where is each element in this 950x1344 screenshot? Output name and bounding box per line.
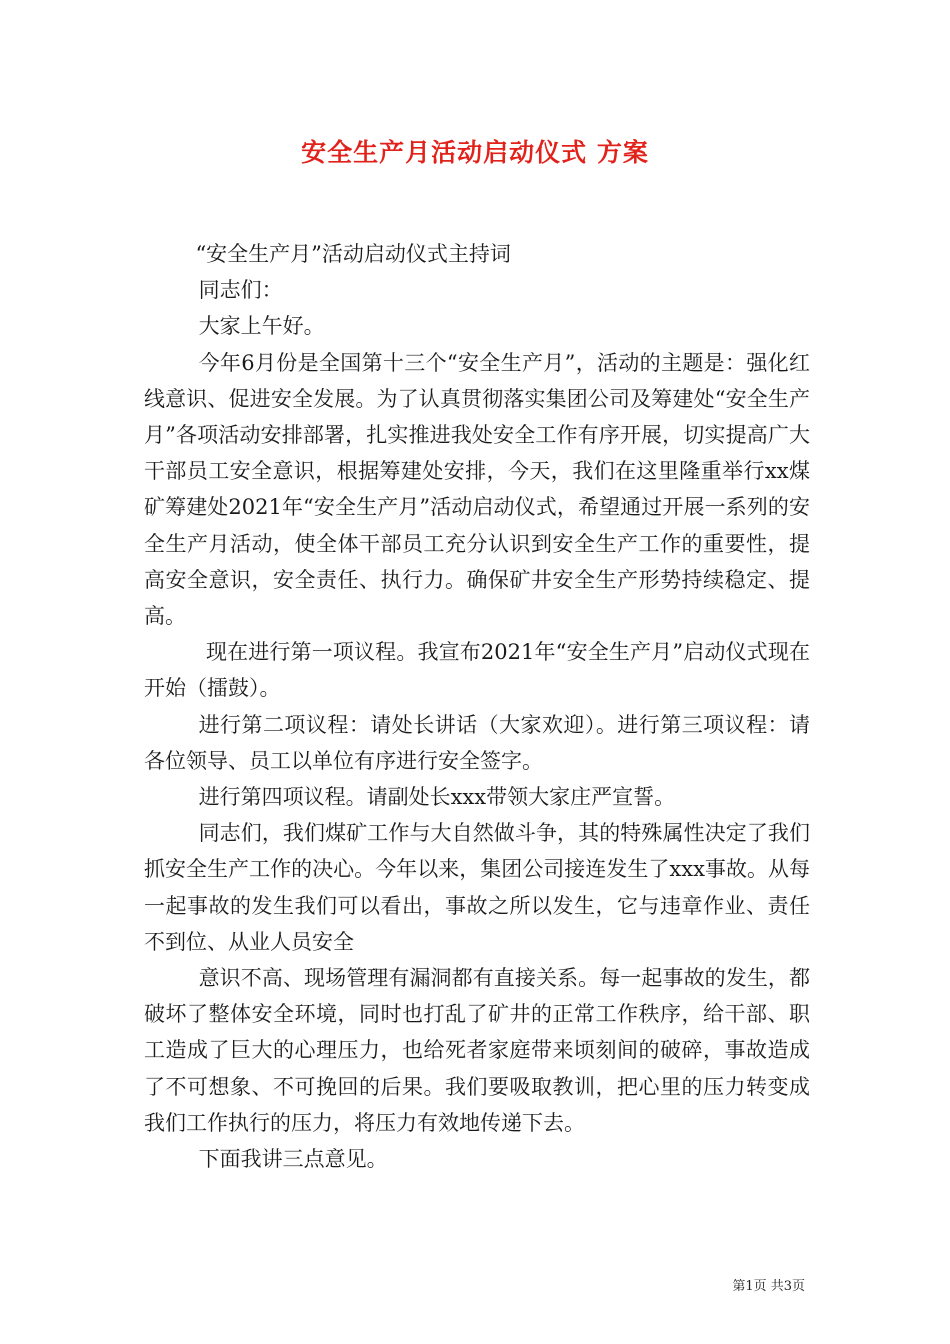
paragraph-three-points: 下面我讲三点意见。 [198,1147,388,1172]
paragraph-agenda-1: 现在进行第一项议程。我宣布2021年“安全生产月”启动仪式现在开始（擂鼓）。 [144,640,810,701]
paragraph-heading: “安全生产月”活动启动仪式主持词 [195,242,511,266]
document-body [144,236,810,1177]
paragraph-agenda-4: 进行第四项议程。请副处长xxx带领大家庄严宣誓。 [198,785,676,810]
document-title: 安全生产月活动启动仪式 方案 [301,138,649,167]
paragraph-intro: 今年6月份是全国第十三个“安全生产月”，活动的主题是：强化红线意识、促进安全发展。为了认真贯彻落实集团公司及筹建处“安全生产月”各项活动安排部署，扎实推进我处安全工作有序开展，切实提高广大干部员工安全意识，根据筹建处安排，今天，我们在这里隆重举行xx煤矿筹建处2021年“安全生产月”活动启动仪式，希望通过开展一系列的安全生产月活动，使全体干部员工充分认识到安全生产工作的重要性，提高安全意识，安全责任、执行力。确保矿井安全生产形势持续稳定、提高。 [144,350,810,629]
paragraph-consequences: 意识不高、现场管理有漏洞都有直接关系。每一起事故的发生，都破坏了整体安全环境，同时也打乱了矿井的正常工作秩序，给干部、职工造成了巨大的心理压力，也给死者家庭带来顷刻间的破碎，事故造成了不可想象、不可挽回的后果。我们要吸取教训，把心里的压力转变成我们工作执行的压力，将压力有效地传递下去。 [144,966,810,1135]
paragraph-salutation: 同志们： [198,278,283,303]
paragraph-agenda-2-3: 进行第二项议程：请处长讲话（大家欢迎）。进行第三项议程：请各位领导、员工以单位有序进行安全签字。 [144,712,810,773]
page-number: 第1页 共3页 [732,1279,805,1294]
paragraph-greeting: 大家上午好。 [198,314,325,339]
paragraph-accidents: 同志们，我们煤矿工作与大自然做斗争，其的特殊属性决定了我们抓安全生产工作的决心。今年以来，集团公司接连发生了xxx事故。从每一起事故的发生我们可以看出，事故之所以发生，它与违章作业、责任不到位、从业人员安全 [144,821,810,954]
